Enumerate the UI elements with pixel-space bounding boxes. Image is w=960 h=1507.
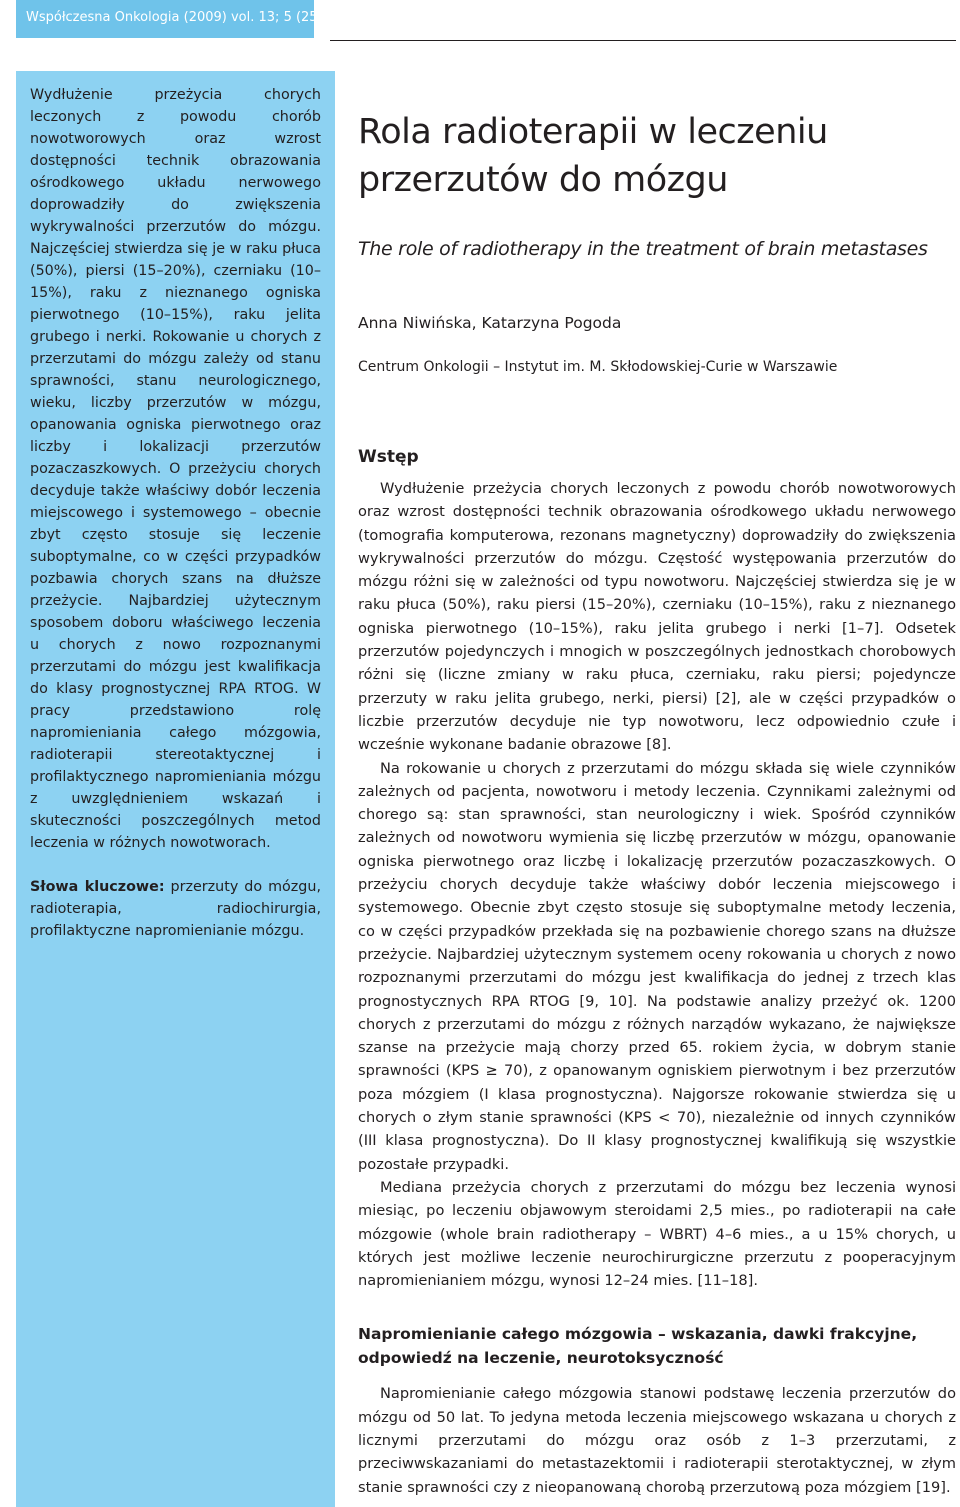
article-column: [358, 96, 956, 1499]
article-authors: Anna Niwińska, Katarzyna Pogoda: [358, 314, 622, 332]
journal-reference: [16, 0, 363, 38]
article-title: Rola radioterapii w leczeniu przerzutów do mózgu: [358, 112, 828, 200]
paragraph: Na rokowanie u chorych z przerzutami do mózgu składa się wiele czynników zależnych od pacjenta, nowotworu i metody leczenia. Czynnikami zależnymi od chorego są: stan sprawności, stan neurologiczny i wiek. Spośród czynników zależnych od nowotworu wymienia się liczbę przerzutów w mózgu, opanowanie ogniska pierwotnego oraz liczbę i lokalizację przerzutów pozaczaszkowych. O przeżyciu chorych decyduje także właściwy dobór leczenia miejscowego i systemowego. Obecnie zbyt często stosuje się suboptymalne metody leczenia, co w części przypadków przekłada się na pozbawienie chorego szans na dłuższe przeżycie. Najbardziej użytecznym systemem oceny rokowania u chorych z nowo rozpoznanymi przerzutami do mózgu jest kwalifikacja do jednej z trzech klas prognostycznych RPA RTOG [9, 10]. Na podstawie analizy przeżyć ok. 1200 chorych z przerzutami do mózgu z różnych narządów wykazano, że największe szanse na przeżycie mają chorzy przed 65. rokiem życia, w dobrym stanie sprawności (KPS ≥ 70), z opanowanym ogniskiem pierwotnym i bez przerzutów poza mózgiem (I klasa prognostyczna). Najgorsze rokowanie stwierdza się u chorych o złym stanie sprawności (KPS < 70), niezależnie od innych czynników (III klasa prognostyczna). Do II klasy prognostycznej kwalifikują się wszystkie pozostałe przypadki.: [358, 759, 956, 1173]
paragraph: Mediana przeżycia chorych z przerzutami do mózgu bez leczenia wynosi miesiąc, po leczeniu objawowym steroidami 2,5 mies., po radioterapii na całe mózgowie (whole brain radiotherapy – WBRT) 4–6 mies., a u 15% chorych, u których jest możliwe leczenie neurochirurgiczne przerzutu z pooperacyjnym napromienianiem mózgu, wynosi 12–24 mies. [11–18].: [358, 1178, 956, 1290]
section-heading-intro: Wstęp: [358, 447, 419, 467]
section-body-wbrt: [358, 1382, 956, 1498]
article-affiliation: Centrum Onkologii – Instytut im. M. Skłodowskiej-Curie w Warszawie: [358, 359, 838, 375]
paragraph: Wydłużenie przeżycia chorych leczonych z powodu chorób nowotworowych oraz wzrost dostępności technik obrazowania ośrodkowego układu nerwowego (tomografia komputerowa, rezonans magnetyczny) doprowadziły do zwiększenia wykrywalności przerzutów do mózgu. Częstość występowania przerzutów do mózgu różni się w zależności od typu nowotworu. Najczęściej stwierdza się je w raku płuca (50%), raku piersi (15–20%), czerniaku (10–15%), raku z nieznanego ogniska pierwotnego (10–15%), raku jelita grubego i nerki [1–7]. Odsetek przerzutów pojedynczych i mnogich w poszczególnych jednostkach chorobowych różni się (liczne zmiany w raku płuca, czerniaku, raku piersi; pojedyncze przerzuty w raku jelita grubego, nerki, piersi) [2], ale w części przypadków o liczbie przerzutów decyduje nie typ nowotworu, lecz odpowiednio czułe i wcześnie wykonane badanie obrazowe [8].: [358, 480, 956, 754]
keywords-label: Słowa kluczowe:: [30, 879, 165, 895]
keywords: [30, 876, 321, 942]
paragraph: Napromienianie całego mózgowia stanowi podstawę leczenia przerzutów do mózgu od 50 lat. To jedyna metoda leczenia miejscowego wskazana u chorych z licznymi przerzutami do mózgu oraz osób z 1–3 przerzutami, z przeciwwskazaniami do metastazektomii i radioterapii sterotaktycznej, w złym stanie sprawności czy z nieopanowaną chorobą przerzutową poza mózgiem [19].: [358, 1385, 956, 1496]
section-body-intro: [358, 477, 956, 1292]
abstract-panel: [16, 71, 335, 1507]
journal-reference-text: Współczesna Onkologia (2009) vol. 13; 5 (255–261): [26, 10, 363, 25]
header-rule: [330, 40, 956, 41]
article-subtitle: The role of radiotherapy in the treatment of brain metastases: [358, 238, 928, 260]
abstract-text: Wydłużenie przeżycia chorych leczonych z powodu chorób nowotworowych oraz wzrost dostępności technik obrazowania ośrodkowego układu nerwowego doprowadziły do zwiększenia wykrywalności przerzutów do mózgu. Najczęściej stwierdza się je w raku płuca (50%), piersi (15–20%), czerniaku (10–15%), raku z nieznanego ogniska pierwotnego (10–15%), raku jelita grubego i nerki. Rokowanie u chorych z przerzutami do mózgu zależy od stanu sprawności, stanu neurologicznego, wieku, liczby przerzutów w mózgu, opanowania ogniska pierwotnego oraz liczby i lokalizacji przerzutów pozaczaszkowych. O przeżyciu chorych decyduje także właściwy dobór leczenia miejscowego i systemowego – obecnie zbyt często stosuje się leczenie suboptymalne, co w części przypadków pozbawia chorych szans na dłuższe przeżycie. Najbardziej użytecznym sposobem doboru właściwego leczenia u chorych z nowo rozpoznanymi przerzutami do mózgu jest kwalifikacja do klasy prognostycznej RPA RTOG. W pracy przedstawiono rolę napromieniania całego mózgowia, radioterapii stereotaktycznej i profilaktycznego napromieniania mózgu z uwzględnieniem wskazań i skuteczności poszczególnych metod leczenia w różnych nowotworach.: [30, 87, 321, 851]
section-heading-wbrt: Napromienianie całego mózgowia – wskazania, dawki frakcyjne, odpowiedź na leczenie, neurotoksyczność: [358, 1325, 918, 1368]
keywords-list: przerzuty do mózgu, radioterapia, radiochirurgia, profilaktyczne napromienianie mózgu.: [30, 879, 321, 939]
